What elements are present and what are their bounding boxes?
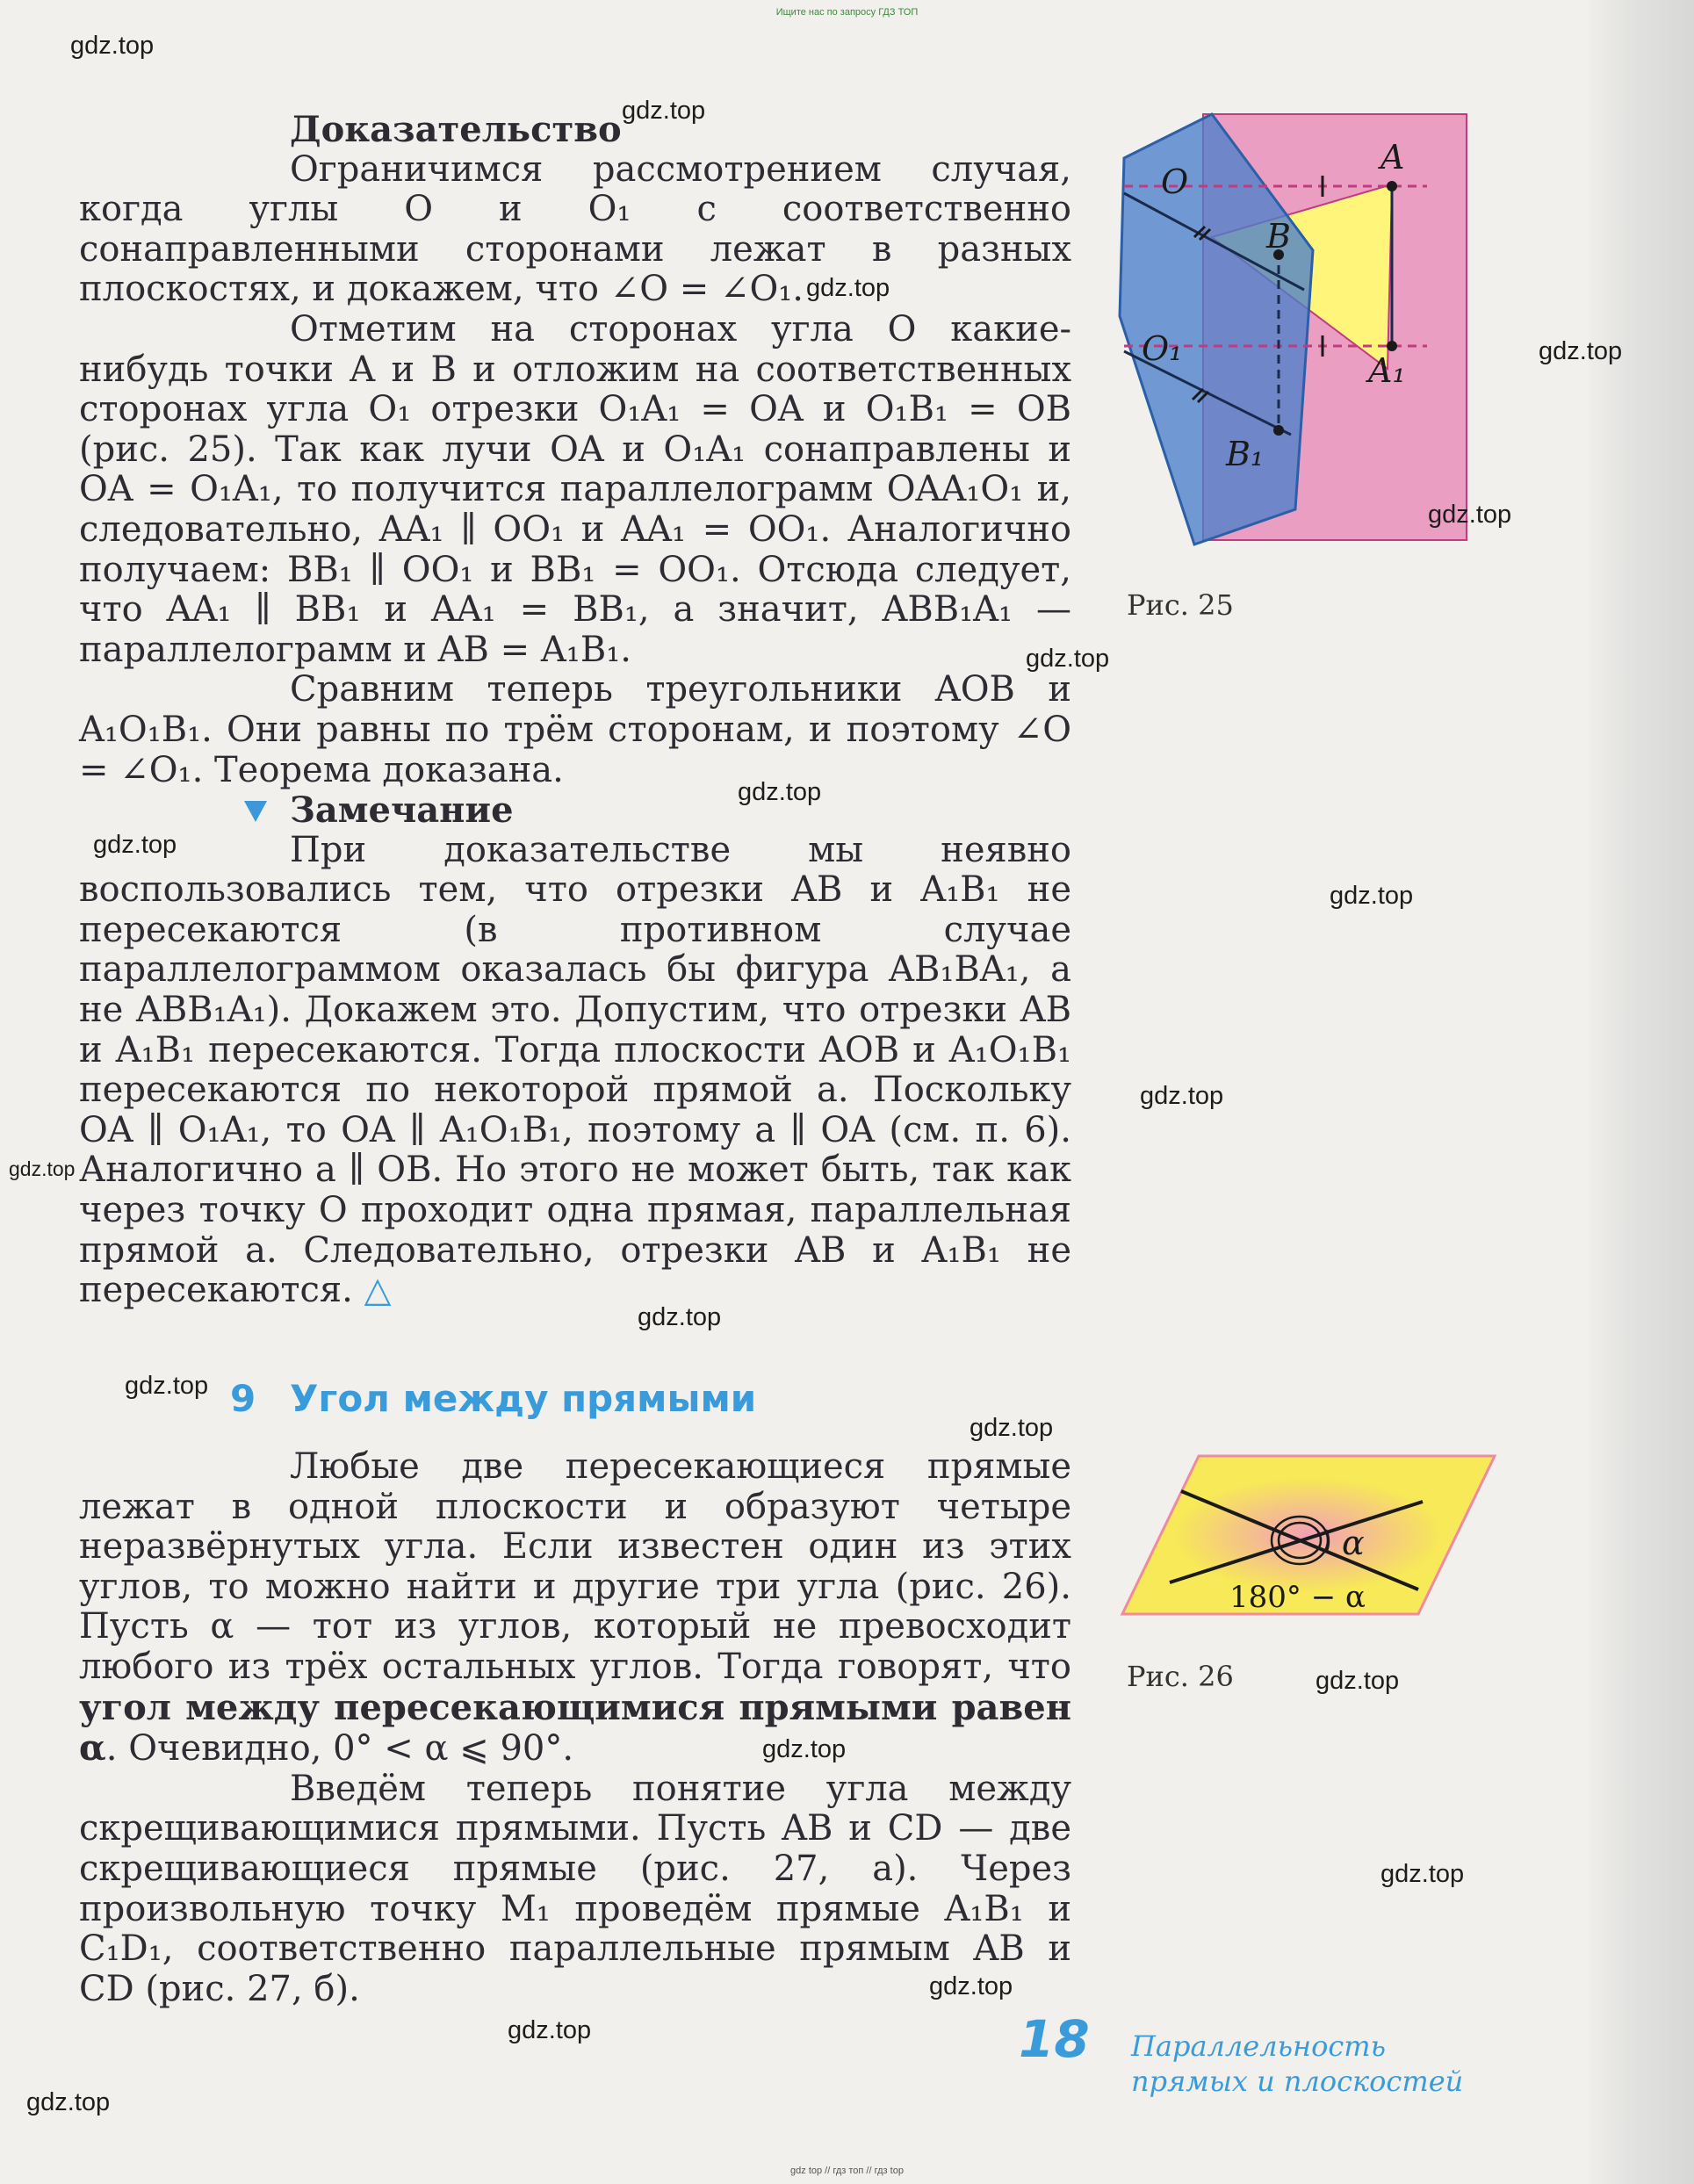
watermark: gdz.top bbox=[929, 1972, 1013, 2000]
watermark: gdz.top bbox=[1380, 1860, 1465, 1888]
watermark: gdz.top bbox=[638, 1303, 722, 1331]
figure-25-caption: Рис. 25 bbox=[1127, 588, 1234, 622]
section-body bbox=[79, 1447, 1071, 2009]
watermark: gdz.top bbox=[1140, 1082, 1224, 1110]
bottom-banner: gdz top // гдз топ // гдз top bbox=[790, 2166, 904, 2176]
section-p1-text: Любые две пересекающиеся прямые лежат в одной плоскости и образуют четыре неразвёрнутых угла. Если известен один из этих углов, то можно найти и другие три угла (рис. 26). Пусть α — тот из углов, который не превосходит любого из трёх остальных углов. Тогда говорят, что bbox=[79, 1446, 1071, 1687]
watermark: gdz.top bbox=[622, 97, 706, 125]
running-head bbox=[1131, 2029, 1463, 2099]
remark-end-icon: △ bbox=[364, 1270, 392, 1311]
section-number: 9 bbox=[230, 1377, 256, 1420]
proof-block bbox=[79, 110, 1071, 1311]
watermark: gdz.top bbox=[1539, 337, 1623, 365]
watermark: gdz.top bbox=[125, 1372, 209, 1400]
page-edge-shadow bbox=[1589, 0, 1694, 2184]
remark-triangle-icon bbox=[244, 801, 267, 822]
watermark: gdz.top bbox=[508, 2016, 592, 2044]
section-title: Угол между прямыми bbox=[290, 1377, 757, 1420]
label-B1: B₁ bbox=[1226, 435, 1265, 473]
label-B: B bbox=[1266, 217, 1291, 256]
label-O1: O₁ bbox=[1142, 329, 1183, 368]
point-A bbox=[1387, 181, 1397, 191]
label-A1: A₁ bbox=[1368, 351, 1406, 390]
point-A1 bbox=[1387, 341, 1397, 351]
watermark: gdz.top bbox=[9, 1157, 76, 1180]
running-head-line-1: Параллельность bbox=[1131, 2029, 1387, 2063]
figure-26 bbox=[1115, 1449, 1510, 1625]
watermark: gdz.top bbox=[762, 1735, 847, 1763]
watermark: gdz.top bbox=[1330, 882, 1414, 910]
section-paragraph-2: Введём теперь понятие угла между скрещивающимися прямыми. Пусть AB и CD — две скрещивающиеся прямые (рис. 27, а). Через произвольную точку M₁ проведём прямые A₁B₁ и C₁D₁, соответственно параллельные прямым AB и CD (рис. 27, б). bbox=[79, 1768, 1071, 2009]
watermark: gdz.top bbox=[738, 778, 822, 806]
label-alpha: α bbox=[1342, 1524, 1365, 1562]
figure-25 bbox=[1107, 105, 1493, 562]
remark-paragraph bbox=[79, 831, 1071, 1311]
watermark: gdz.top bbox=[1428, 501, 1512, 529]
figure-26-caption: Рис. 26 bbox=[1127, 1660, 1234, 1693]
section-paragraph-1 bbox=[79, 1447, 1071, 1770]
remark-text: При доказательстве мы неявно воспользовались тем, что отрезки AB и A₁B₁ не пересекаются (в противном случае параллелограммом оказалась бы фигура AB₁BA₁, а не ABB₁A₁). Докажем это. Допустим, что отрезки AB и A₁B₁ пересекаются. Тогда плоскости AOB и A₁O₁B₁ пересекаются по некоторой прямой a. Поскольку OA ∥ O₁A₁, то OA ∥ A₁O₁B₁, поэтому a ∥ OA (см. п. 6). Аналогично a ∥ OB. Но этого не может быть, так как через точку O проходит одна прямая, параллельная прямой a. Следовательно, отрезки AB и A₁B₁ не пересекаются. bbox=[79, 829, 1071, 1311]
proof-paragraph-2: Отметим на сторонах угла O какие-нибудь точки A и B и отложим на соответственных сторонах угла O₁ отрезки O₁A₁ = OA и O₁B₁ = OB (рис. 25). Так как лучи OA и O₁A₁ сонаправлены и OA = O₁A₁, то получится параллелограмм OAA₁O₁ и, следовательно, AA₁ ∥ OO₁ и AA₁ = OO₁. Аналогично получаем: BB₁ ∥ OO₁ и BB₁ = OO₁. Отсюда следует, что AA₁ ∥ BB₁ и AA₁ = BB₁, а значит, ABB₁A₁ — параллелограмм и AB = A₁B₁. bbox=[79, 308, 1071, 670]
watermark: gdz.top bbox=[26, 2088, 111, 2116]
remark-heading-row bbox=[79, 790, 1071, 831]
watermark: gdz.top bbox=[806, 274, 890, 302]
remark-heading: Замечание bbox=[290, 789, 514, 832]
top-banner: Ищите нас по запросу ГДЗ ТОП bbox=[775, 7, 919, 18]
point-B1 bbox=[1273, 425, 1284, 436]
section-p1-tail: . Очевидно, 0° < α ⩽ 90°. bbox=[105, 1728, 574, 1770]
proof-paragraph-3: Сравним теперь треугольники AOB и A₁O₁B₁. Они равны по трём сторонам, и поэтому ∠O = ∠O₁. Теорема доказана. bbox=[79, 669, 1071, 790]
label-O: O bbox=[1161, 162, 1189, 201]
watermark: gdz.top bbox=[970, 1414, 1054, 1442]
proof-paragraph-1: Ограничимся рассмотрением случая, когда углы O и O₁ с соответственно сонаправленными сторонами лежат в разных плоскостях, и докажем, что ∠O = ∠O₁. bbox=[79, 148, 1071, 310]
label-A: A bbox=[1380, 138, 1405, 177]
running-head-line-2: прямых и плоскостей bbox=[1131, 2065, 1464, 2098]
watermark: gdz.top bbox=[1026, 645, 1110, 673]
page-number: 18 bbox=[1019, 2009, 1090, 2069]
watermark: gdz.top bbox=[1316, 1667, 1400, 1695]
watermark: gdz.top bbox=[93, 831, 177, 859]
definition-bold: угол между пересекающимися прямыми равен α bbox=[79, 1686, 1071, 1770]
label-supplement: 180° − α bbox=[1229, 1580, 1366, 1615]
proof-heading: Доказательство bbox=[290, 109, 622, 150]
watermark: gdz.top bbox=[70, 32, 155, 60]
